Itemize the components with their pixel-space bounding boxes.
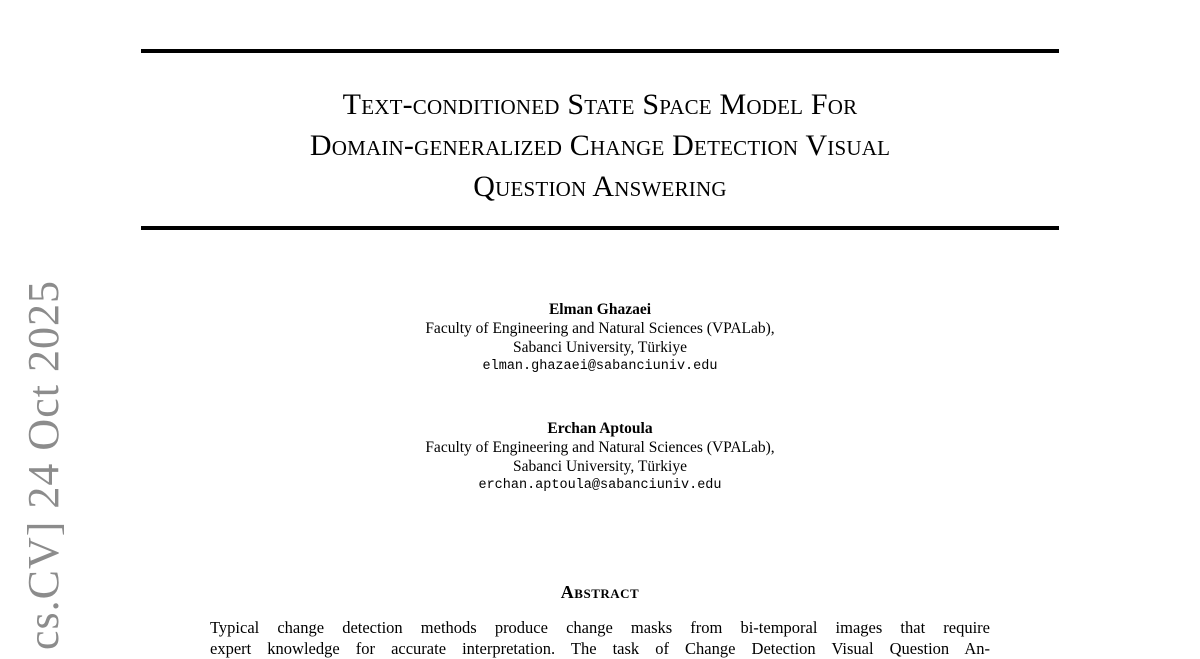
author-affiliation: Faculty of Engineering and Natural Sciences (VPALab), [425,320,775,337]
author-block [141,300,1059,376]
abstract-heading: Abstract [560,582,640,602]
title-line: Text-conditioned State Space Model For [342,88,858,121]
arxiv-side-stamp: cs.CV] 24 Oct 2025 [19,280,68,650]
paper-title [141,84,1059,207]
author-email: elman.ghazaei@sabanciuniv.edu [482,359,718,374]
title-line: Question Answering [473,170,727,203]
title-line: Domain-generalized Change Detection Visual [309,129,891,162]
abstract-text [210,617,990,659]
title-rule-top [141,49,1059,53]
abstract-line: expert knowledge for accurate interpretation. The task of Change Detection Visual Question An- [210,639,990,658]
author-name: Elman Ghazaei [548,301,652,318]
author-block [141,419,1059,495]
author-affiliation: Sabanci University, Türkiye [513,339,687,356]
author-name: Erchan Aptoula [547,420,653,437]
abstract-line: Typical change detection methods produce change masks from bi-temporal images that require [210,618,990,637]
title-rule-bottom [141,226,1059,230]
author-affiliation: Sabanci University, Türkiye [513,458,687,475]
author-affiliation: Faculty of Engineering and Natural Sciences (VPALab), [425,439,775,456]
author-email: erchan.aptoula@sabanciuniv.edu [478,478,722,493]
